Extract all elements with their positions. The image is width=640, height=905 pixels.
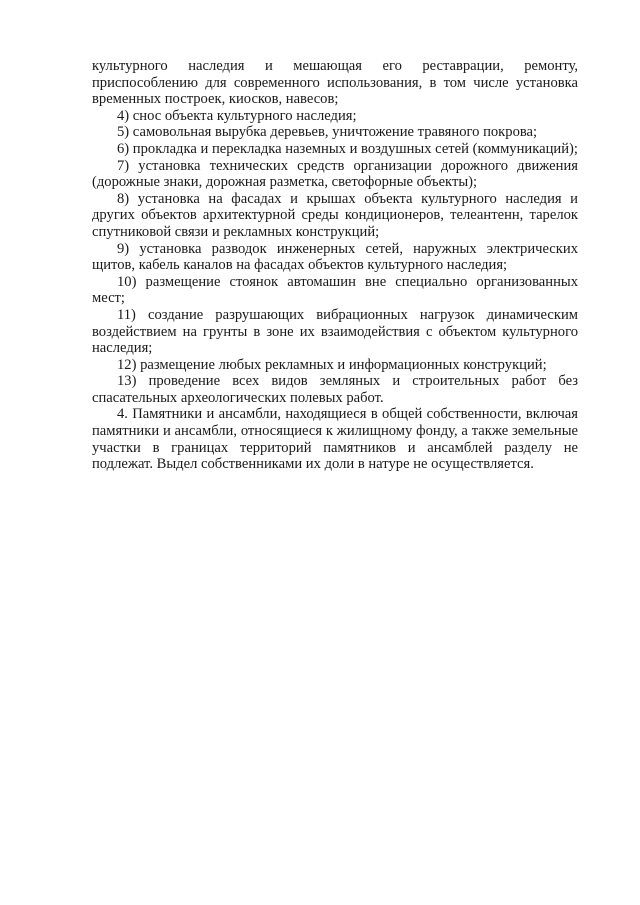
list-item-8: 8) установка на фасадах и крышах объекта культурного наследия и других объектов архитектурной среды кондиционеров, телеантенн, тарелок спутниковой связи и рекламных конструкций; bbox=[92, 190, 578, 240]
list-item-6: 6) прокладка и перекладка наземных и воздушных сетей (коммуникаций); bbox=[117, 140, 578, 157]
document-body bbox=[92, 58, 578, 473]
list-item-7: 7) установка технических средств организации дорожного движения (дорожные знаки, дорожная разметка, светофорные объекты); bbox=[92, 157, 578, 191]
list-item-11: 11) создание разрушающих вибрационных нагрузок динамическим воздействием на грунты в зоне их взаимодействия с объектом культурного наследия; bbox=[92, 306, 578, 357]
list-item-5: 5) самовольная вырубка деревьев, уничтожение травяного покрова; bbox=[117, 124, 538, 141]
section-4-paragraph: 4. Памятники и ансамбли, находящиеся в общей собственности, включая памятники и ансамбли, относящиеся к жилищному фонду, а также земельные участки в границах территорий памятников и ансамблей разделу не подлежат. Выдел собственниками их доли в натуре не осуществляется. bbox=[92, 406, 578, 473]
list-item-9: 9) установка разводок инженерных сетей, наружных электрических щитов, кабель каналов на фасадах объектов культурного наследия; bbox=[92, 240, 578, 274]
list-item-12: 12) размещение любых рекламных и информационных конструкций; bbox=[117, 356, 547, 373]
paragraph-continuation: культурного наследия и мешающая его реставрации, ремонту, приспособлению для современного использования, в том числе установка временных построек, киосков, навесов; bbox=[92, 58, 578, 108]
list-item-4: 4) снос объекта культурного наследия; bbox=[117, 107, 357, 124]
list-item-13: 13) проведение всех видов земляных и строительных работ без спасательных археологических полевых работ. bbox=[92, 373, 578, 406]
list-item-10: 10) размещение стоянок автомашин вне специально организованных мест; bbox=[92, 273, 578, 307]
